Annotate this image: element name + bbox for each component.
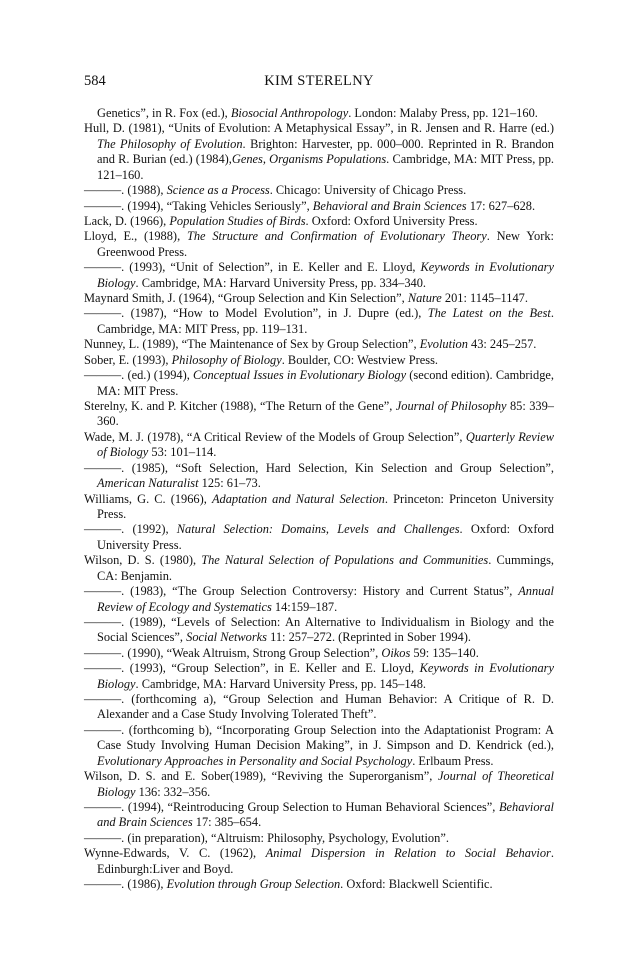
reference-text: ———. (forthcoming b), “Incorporating Group Selection into the Adaptationist Program: A Case Study Involving Human Decision Making”, in J. Simpson and D. Kendrick (ed.), — [84, 722, 554, 753]
reference-text: Sober, E. (1993), — [84, 352, 172, 367]
reference-entry — [84, 646, 554, 661]
reference-text: 201: 1145–1147. — [441, 291, 528, 306]
reference-text: Sterelny, K. and P. Kitcher (1988), “The Return of the Gene”, — [84, 399, 396, 414]
reference-text: ———. (1994), “Reintroducing Group Selection to Human Behavioral Sciences”, — [84, 799, 499, 814]
reference-text: ———. (1987), “How to Model Evolution”, in J. Dupre (ed.), — [84, 306, 428, 321]
reference-text: ———. (1985), “Soft Selection, Hard Selection, Kin Selection and Group Selection”, — [84, 460, 554, 475]
reference-text: 85: 339–360. — [97, 399, 554, 429]
reference-entry — [84, 692, 554, 723]
reference-title-italic: The Philosophy of Evolution — [97, 136, 243, 151]
reference-text: . Erlbaum Press. — [412, 753, 494, 768]
reference-entry — [84, 846, 554, 877]
reference-text: ———. (1983), “The Group Selection Controversy: History and Current Status”, — [84, 584, 519, 599]
reference-entry — [84, 769, 554, 800]
reference-title-italic: Genes, Organisms Populations — [231, 152, 387, 167]
reference-text: . Cambridge, MA: MIT Press, pp. 121–160. — [97, 152, 555, 182]
reference-text: Wilson, D. S. (1980), — [84, 553, 202, 568]
reference-text: ———. (ed.) (1994), — [84, 368, 194, 383]
reference-text: Hull, D. (1981), “Units of Evolution: A Metaphysical Essay”, in R. Jensen and R. Harre (ed.) — [84, 121, 554, 136]
reference-title-italic: Conceptual Issues in Evolutionary Biology — [193, 368, 407, 383]
reference-entry — [84, 399, 554, 430]
reference-title-italic: American Naturalist — [97, 476, 199, 491]
reference-entry — [84, 553, 554, 584]
reference-title-italic: Journal of Philosophy — [395, 399, 507, 414]
reference-title-italic: Behavioral and Brain Sciences — [312, 198, 467, 213]
reference-title-italic: The Natural Selection of Populations and Communities — [201, 553, 489, 568]
reference-title-italic: Quarterly Review of Biology — [97, 429, 554, 460]
reference-entry — [84, 661, 554, 692]
reference-text: ———. (1989), “Levels of Selection: An Alternative to Individualism in Biology and the Social Sciences”, — [84, 614, 554, 645]
reference-title-italic: Oikos — [381, 645, 411, 660]
reference-title-italic: The Latest on the Best — [427, 306, 551, 321]
reference-text: Williams, G. C. (1966), — [84, 491, 212, 506]
reference-text: 125: 61–73. — [198, 476, 261, 491]
reference-title-italic: Animal Dispersion in Relation to Social Behavior — [265, 846, 551, 861]
reference-text: Wynne-Edwards, V. C. (1962), — [84, 846, 266, 861]
page-number: 584 — [84, 73, 106, 89]
reference-text: . Oxford: Blackwell Scientific. — [340, 877, 493, 892]
reference-text: . Cambridge, MA: Harvard University Press, pp. 334–340. — [135, 275, 427, 290]
reference-entry — [84, 430, 554, 461]
reference-text: 14:159–187. — [271, 599, 338, 614]
reference-entry — [84, 492, 554, 523]
reference-entry — [84, 800, 554, 831]
reference-entry — [84, 584, 554, 615]
reference-text: 11: 257–272. (Reprinted in Sober 1994). — [267, 630, 471, 645]
reference-entry — [84, 877, 554, 892]
running-head: KIM STERELNY — [264, 73, 374, 89]
reference-entry — [84, 199, 554, 214]
reference-entry — [84, 368, 554, 399]
reference-entry — [84, 214, 554, 229]
reference-text: . Boulder, CO: Westview Press. — [281, 352, 438, 367]
reference-text: 43: 245–257. — [467, 337, 537, 352]
reference-text: Lloyd, E., (1988), — [84, 229, 187, 244]
reference-entry — [84, 831, 554, 846]
reference-list — [84, 106, 554, 893]
reference-text: (second edition). Cambridge, MA: MIT Press. — [97, 368, 554, 398]
reference-title-italic: Keywords in Evolutionary Biology — [97, 661, 554, 691]
reference-text: ———. (1988), — [84, 183, 167, 198]
reference-title-italic: Behavioral and Brain Sciences — [97, 799, 554, 830]
reference-entry — [84, 121, 554, 183]
reference-title-italic: Journal of Theoretical Biology — [97, 769, 554, 799]
reference-text: Nunney, L. (1989), “The Maintenance of Sex by Group Selection”, — [84, 337, 420, 352]
reference-title-italic: Science as a Process — [166, 183, 270, 198]
reference-entry — [84, 260, 554, 291]
reference-text: ———. (1993), “Group Selection”, in E. Keller and E. Lloyd, — [84, 661, 420, 676]
reference-text: . New York: Greenwood Press. — [97, 229, 554, 259]
reference-text: . Brighton: Harvester, pp. 000–000. Reprinted in R. Brandon and R. Burian (ed.) (1984), — [97, 136, 554, 167]
reference-text: ———. (in preparation), “Altruism: Philosophy, Psychology, Evolution”. — [84, 830, 449, 845]
reference-text: 17: 627–628. — [466, 198, 536, 213]
reference-text: ———. (1993), “Unit of Selection”, in E. Keller and E. Lloyd, — [84, 260, 421, 275]
reference-text: . Princeton: Princeton University Press. — [97, 491, 554, 521]
reference-text: Wade, M. J. (1978), “A Critical Review of the Models of Group Selection”, — [84, 429, 466, 444]
reference-title-italic: Annual Review of Ecology and Systematics — [97, 584, 554, 614]
reference-title-italic: Evolutionary Approaches in Personality and Social Psychology — [97, 753, 413, 768]
reference-title-italic: Adaptation and Natural Selection — [211, 491, 385, 506]
reference-text: . Oxford: Oxford University Press. — [305, 213, 478, 228]
page-header — [84, 73, 554, 93]
reference-text: ———. (1992), — [84, 522, 177, 537]
reference-title-italic: Keywords in Evolutionary Biology — [97, 260, 554, 290]
reference-text: 59: 135–140. — [410, 645, 479, 660]
reference-text: . Edinburgh:Liver and Boyd. — [97, 846, 554, 876]
reference-title-italic: Natural Selection: Domains, Levels and Challenges — [176, 522, 460, 537]
reference-title-italic: Evolution — [419, 337, 468, 352]
reference-text: 136: 332–356. — [135, 784, 211, 799]
reference-text: . Cambridge, MA: MIT Press, pp. 119–131. — [97, 306, 554, 336]
reference-entry — [84, 353, 554, 368]
reference-title-italic: Philosophy of Biology — [171, 352, 282, 367]
reference-text: . Chicago: University of Chicago Press. — [269, 183, 467, 198]
reference-text: . Oxford: Oxford University Press. — [97, 522, 555, 552]
reference-title-italic: Evolution through Group Selection — [166, 877, 341, 892]
reference-text: ———. (1994), “Taking Vehicles Seriously”, — [84, 198, 313, 213]
reference-entry — [84, 229, 554, 260]
reference-entry — [84, 183, 554, 198]
reference-title-italic: Social Networks — [186, 630, 268, 645]
reference-text: Genetics”, in R. Fox (ed.), — [97, 106, 231, 120]
reference-entry — [84, 337, 554, 352]
reference-entry — [84, 723, 554, 769]
reference-text: . Cummings, CA: Benjamin. — [97, 553, 555, 583]
reference-text: 17: 385–654. — [192, 815, 262, 830]
reference-text: . London: Malaby Press, pp. 121–160. — [348, 106, 538, 120]
reference-entry — [84, 461, 554, 492]
reference-text: . Cambridge, MA: Harvard University Press, pp. 145–148. — [135, 676, 427, 691]
reference-text: ———. (forthcoming a), “Group Selection and Human Behavior: A Critique of R. D. Alexander and a Case Study Involving Tolerated Theft”. — [84, 692, 554, 722]
reference-title-italic: Biosocial Anthropology — [230, 106, 349, 120]
reference-text: Wilson, D. S. and E. Sober(1989), “Reviving the Superorganism”, — [84, 769, 438, 784]
reference-text: ———. (1990), “Weak Altruism, Strong Group Selection”, — [84, 645, 382, 660]
reference-text: 53: 101–114. — [148, 445, 217, 460]
reference-text: ———. (1986), — [84, 877, 167, 892]
reference-title-italic: Nature — [407, 291, 442, 306]
reference-title-italic: The Structure and Confirmation of Evolutionary Theory — [186, 229, 487, 244]
reference-text: Maynard Smith, J. (1964), “Group Selection and Kin Selection”, — [84, 291, 408, 306]
reference-text: Lack, D. (1966), — [84, 213, 170, 228]
reference-entry — [84, 106, 554, 121]
reference-entry — [84, 522, 554, 553]
reference-entry — [84, 615, 554, 646]
reference-entry — [84, 291, 554, 306]
reference-entry — [84, 306, 554, 337]
reference-title-italic: Population Studies of Birds — [169, 213, 306, 228]
